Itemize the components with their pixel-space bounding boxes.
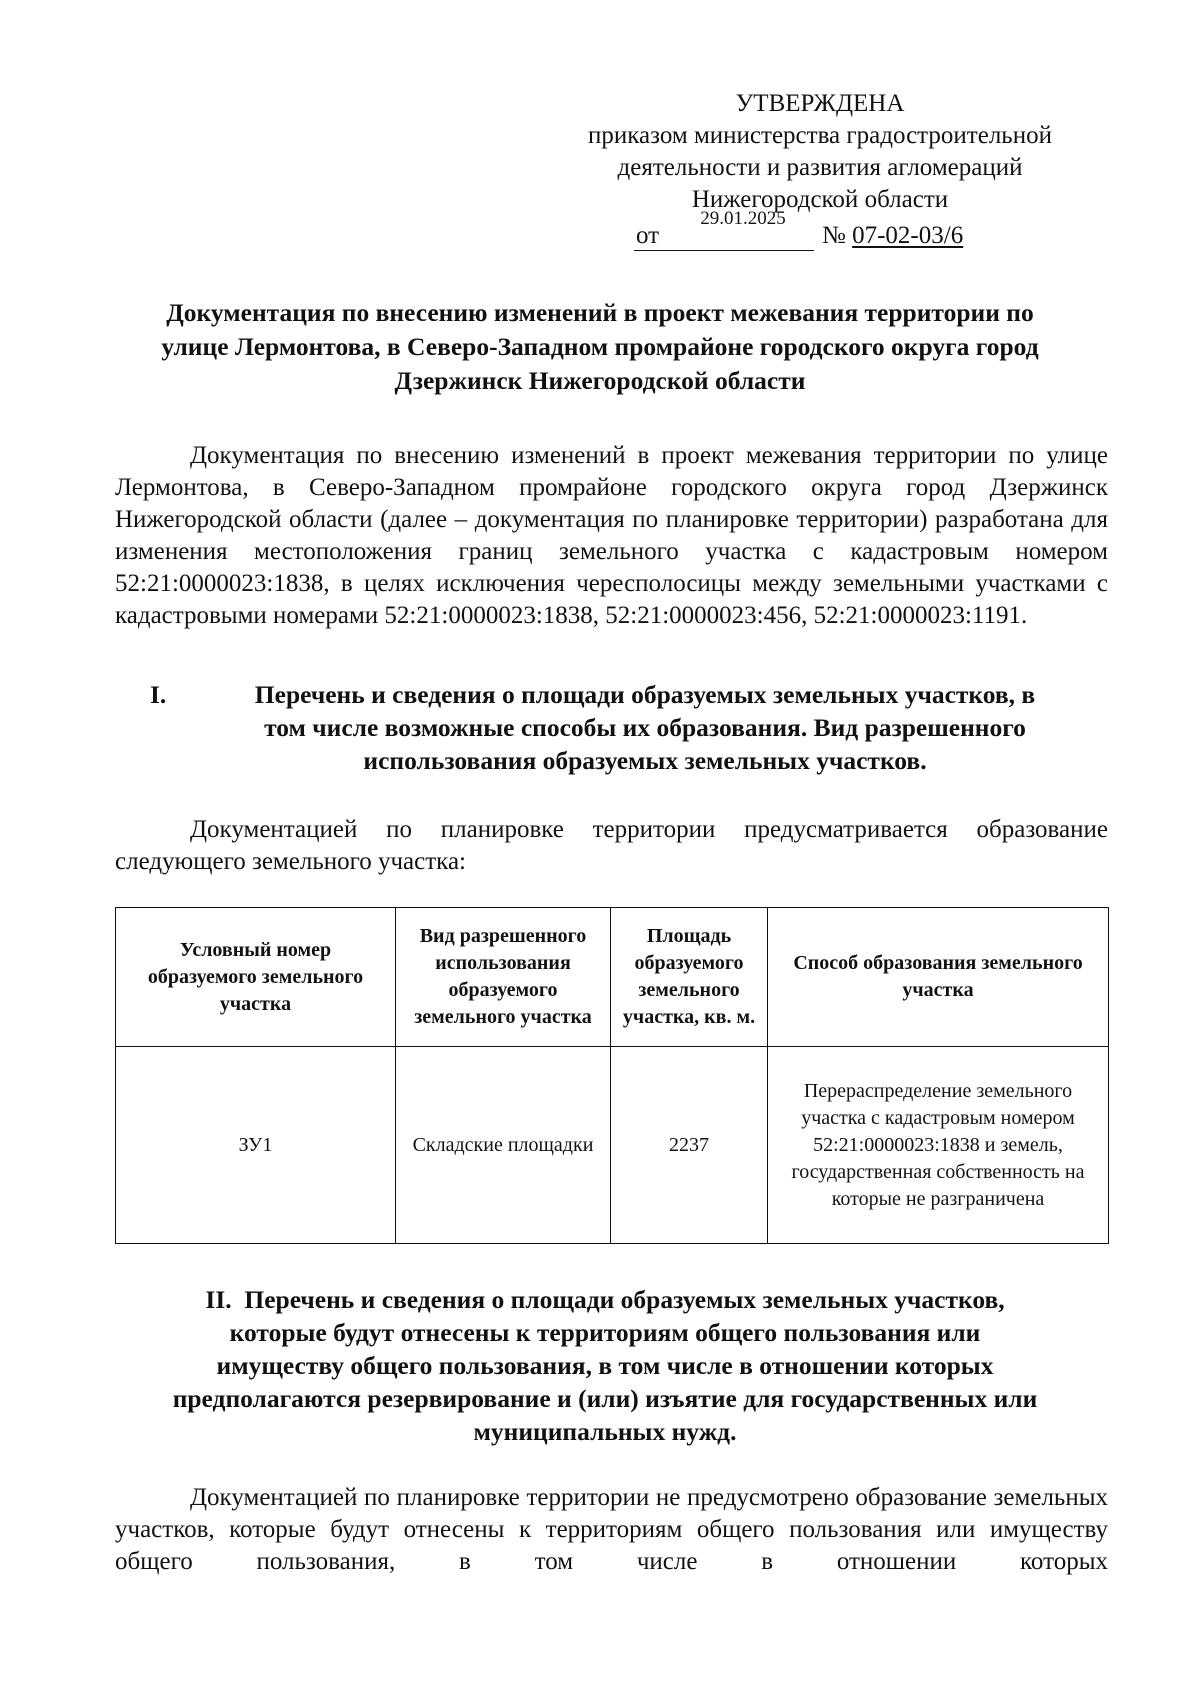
approval-line-2: деятельности и развития агломераций xyxy=(617,154,1023,181)
section-1-title-line-2: том числе возможные способы их образования. Вид разрешенного xyxy=(264,713,1026,742)
section-1-title-line-3: использования образуемых земельных участков. xyxy=(363,746,927,775)
order-from-label: от xyxy=(636,222,660,249)
section-2-text: Документацией по планировке территории не предусмотрено образование земельных участков, которые будут отнесены к территориям общего пользования или имуществу общего пользования, в том числе в отношении которых xyxy=(115,1484,1108,1575)
cell-plot-number: ЗУ1 xyxy=(116,1047,396,1244)
table-header-row xyxy=(116,908,1109,1047)
table-row xyxy=(116,1047,1109,1244)
approval-title: УТВЕРЖДЕНА xyxy=(735,90,905,117)
cell-permitted-use: Складские площадки xyxy=(396,1047,611,1244)
section-2-heading xyxy=(110,1283,1100,1448)
approval-line-1: приказом министерства градостроительной xyxy=(588,122,1052,149)
section-2-title-line-2: которые будут отнесены к территориям общего пользования или xyxy=(229,1318,981,1347)
document-title xyxy=(110,296,1090,398)
order-date-underline xyxy=(634,250,814,251)
section-2-title-line-1: II. Перечень и сведения о площади образуемых земельных участков, xyxy=(205,1285,1005,1314)
section-1-heading xyxy=(150,678,1100,777)
section-2-title-line-3: имуществу общего пользования, в том числе в отношении которых xyxy=(216,1351,994,1380)
document-title-line-1: Документация по внесению изменений в проект межевания территории по xyxy=(166,298,1034,327)
approval-line-3: Нижегородской области xyxy=(691,186,949,213)
header-area: Площадь образуемого земельного участка, кв. м. xyxy=(611,908,768,1047)
order-number-sign: № xyxy=(822,222,846,249)
header-plot-number: Условный номер образуемого земельного участка xyxy=(116,908,396,1047)
approval-stamp xyxy=(540,88,1100,250)
section-1-title-line-1: Перечень и сведения о площади образуемых земельных участков, в xyxy=(254,680,1036,709)
order-date: 29.01.2025 xyxy=(700,208,786,229)
section-2-title-line-5: муниципальных нужд. xyxy=(473,1417,737,1446)
intro-paragraph xyxy=(115,440,1108,632)
cell-formation-method: Перераспределение земельного участка с кадастровым номером 52:21:0000023:1838 и земель, государственная собственность на которые не разграничена xyxy=(768,1047,1109,1244)
section-1-paragraph xyxy=(115,814,1108,878)
intro-text: Документация по внесению изменений в проект межевания территории по улице Лермонтова, в Северо-Западном промрайоне городского округа город Дзержинск Нижегородской области (далее – документация по планировке территории) разработана для изменения местоположения границ земельного участка с кадастровым номером 52:21:0000023:1838, в целях исключения чересполосицы между земельными участками с кадастровыми номерами 52:21:0000023:1838, 52:21:0000023:456, 52:21:0000023:1191. xyxy=(115,442,1108,629)
section-1-title xyxy=(235,678,1055,777)
cell-area: 2237 xyxy=(611,1047,768,1244)
section-1-number: I. xyxy=(150,680,167,709)
header-formation-method: Способ образования земельного участка xyxy=(768,908,1109,1047)
document-title-line-3: Дзержинск Нижегородской области xyxy=(394,366,806,395)
order-number xyxy=(822,220,963,252)
plots-table xyxy=(115,907,1109,1244)
section-2-title-line-4: предполагаются резервирование и (или) изъятие для государственных или xyxy=(172,1384,1038,1413)
header-permitted-use: Вид разрешенного использования образуемого земельного участка xyxy=(396,908,611,1047)
order-line xyxy=(540,208,1100,250)
section-2-paragraph xyxy=(115,1482,1108,1578)
order-number-value: 07-02-03/6 xyxy=(852,222,964,249)
section-1-text: Документацией по планировке территории предусматривается образование следующего земельного участка: xyxy=(115,816,1108,875)
document-title-line-2: улице Лермонтова, в Северо-Западном промрайоне городского округа город xyxy=(161,332,1039,361)
